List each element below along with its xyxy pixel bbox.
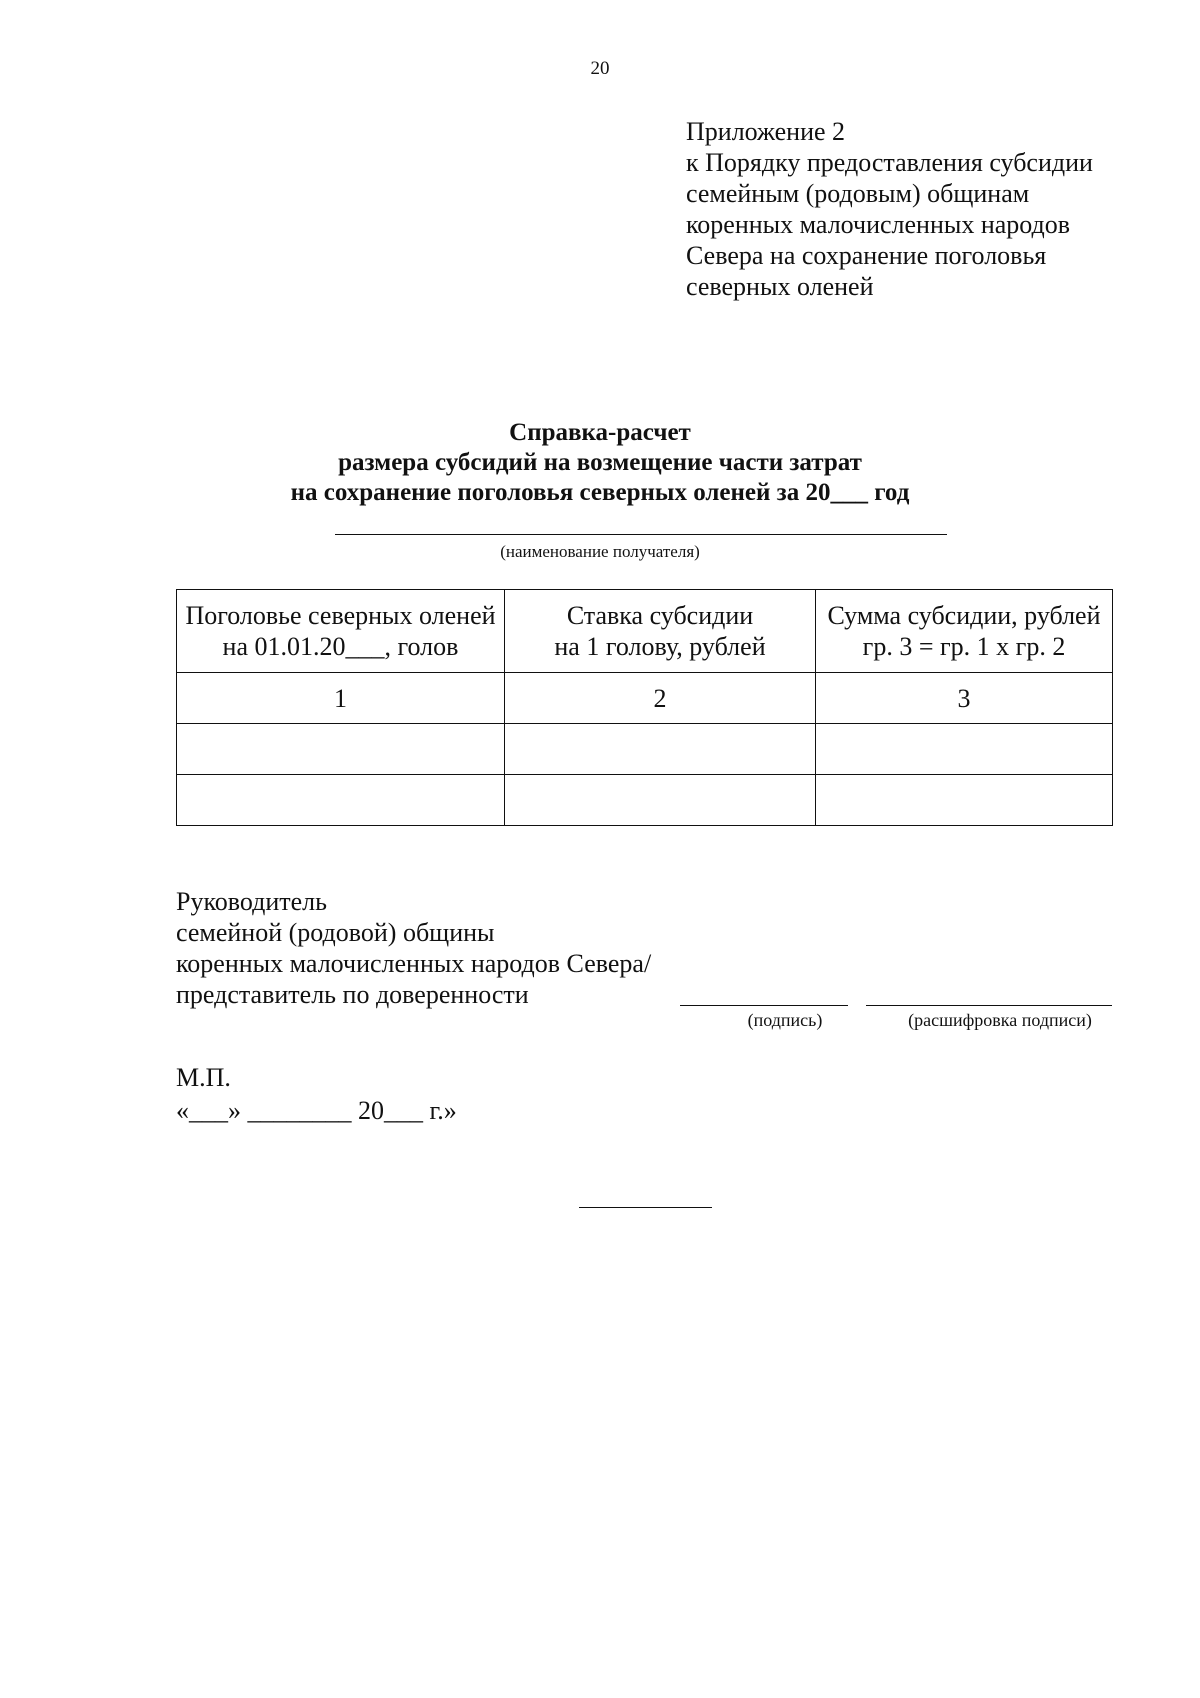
document-title — [0, 418, 1200, 508]
signature-decoding-caption: (расшифровка подписи) — [908, 1010, 1092, 1030]
appendix-line: Севера на сохранение поголовья — [686, 241, 1047, 270]
appendix-line: Приложение 2 — [686, 117, 846, 146]
table-row — [177, 724, 1113, 775]
appendix-line: коренных малочисленных народов — [686, 210, 1071, 239]
column-number: 3 — [816, 673, 1113, 724]
header-line: Поголовье северных оленей — [185, 601, 496, 630]
header-livestock — [177, 590, 505, 673]
table-header-row — [177, 590, 1113, 673]
table-cell[interactable] — [505, 724, 816, 775]
header-line: на 1 голову, рублей — [554, 632, 766, 661]
date-line: «___» ________ 20___ г.» — [176, 1096, 457, 1125]
title-line: размера субсидий на возмещение части затрат — [338, 449, 862, 476]
stamp-date-block — [176, 1061, 457, 1127]
header-amount — [816, 590, 1113, 673]
signer-line: представитель по доверенности — [176, 980, 529, 1009]
table-cell[interactable] — [505, 775, 816, 826]
signer-line: Руководитель — [176, 887, 327, 916]
end-divider — [579, 1207, 712, 1208]
title-line: Справка-расчет — [509, 419, 691, 446]
header-line: гр. 3 = гр. 1 х гр. 2 — [862, 632, 1066, 661]
signer-line: коренных малочисленных народов Севера/ — [176, 949, 652, 978]
appendix-reference — [686, 116, 1166, 302]
header-line: Сумма субсидии, рублей — [827, 601, 1101, 630]
table-cell[interactable] — [816, 724, 1113, 775]
calculation-table — [176, 589, 1113, 826]
signature-decoding-line[interactable] — [866, 1005, 1112, 1006]
appendix-line: семейным (родовым) общинам — [686, 179, 1030, 208]
appendix-line: к Порядку предоставления субсидии — [686, 148, 1093, 177]
signer-block — [176, 886, 736, 1010]
column-number: 1 — [177, 673, 505, 724]
header-line: Ставка субсидии — [566, 601, 754, 630]
page-number: 20 — [590, 58, 610, 79]
signature-line[interactable] — [680, 1005, 848, 1006]
column-number: 2 — [505, 673, 816, 724]
recipient-caption: (наименование получателя) — [500, 542, 700, 561]
title-line: на сохранение поголовья северных оленей за 20___ год — [290, 479, 910, 506]
signer-line: семейной (родовой) общины — [176, 918, 495, 947]
signature-caption: (подпись) — [747, 1010, 823, 1030]
header-line: на 01.01.20___, голов — [222, 632, 459, 661]
table-cell[interactable] — [816, 775, 1113, 826]
table-cell[interactable] — [177, 724, 505, 775]
stamp-label: М.П. — [176, 1063, 231, 1092]
header-rate — [505, 590, 816, 673]
table-cell[interactable] — [177, 775, 505, 826]
column-number-row — [177, 673, 1113, 724]
appendix-line: северных оленей — [686, 272, 874, 301]
recipient-name-line[interactable] — [335, 534, 947, 535]
table-row — [177, 775, 1113, 826]
